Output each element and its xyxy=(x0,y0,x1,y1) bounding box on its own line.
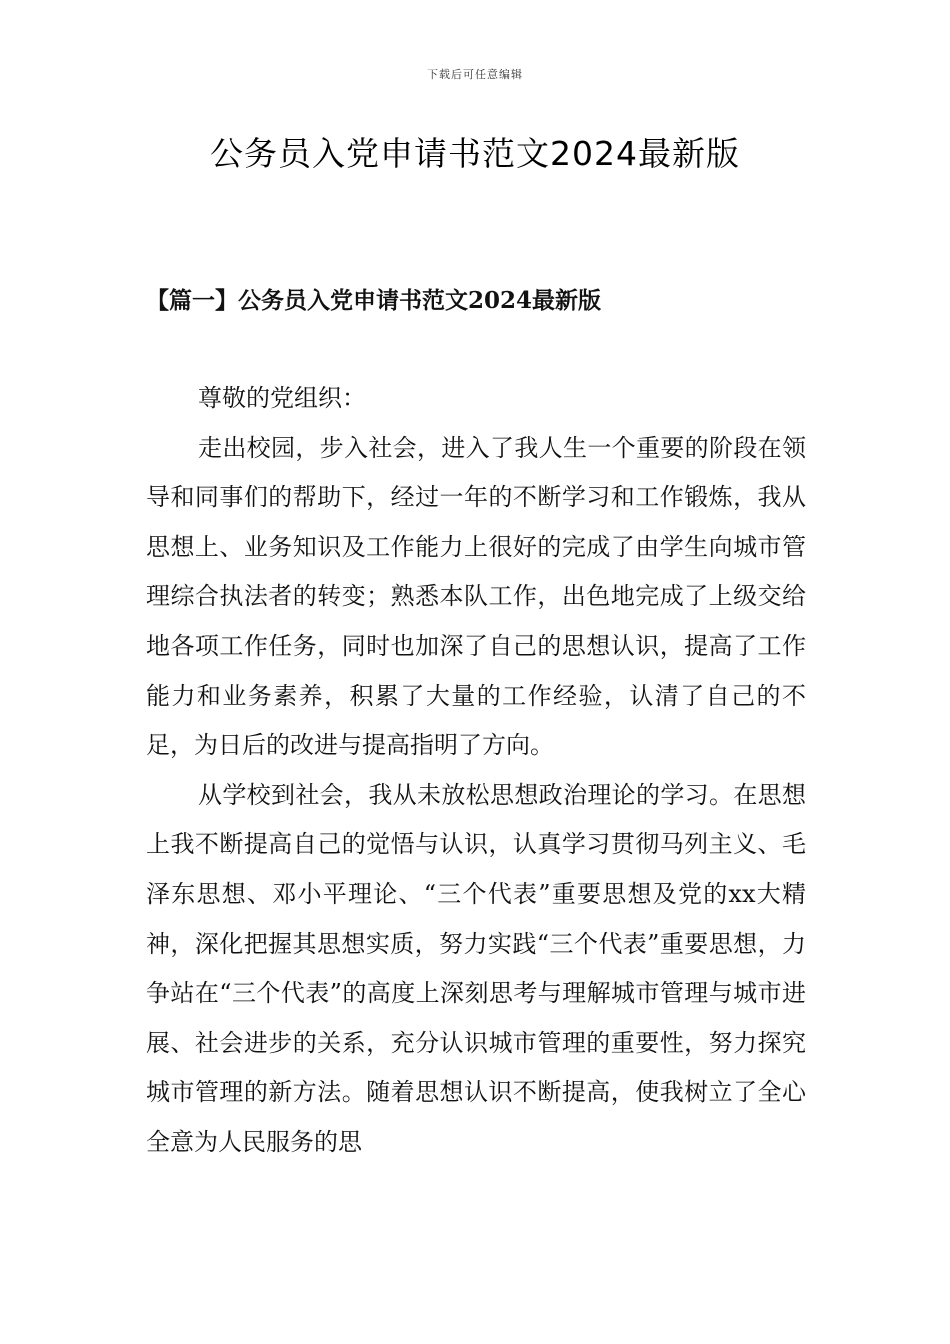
greeting: 尊敬的党组织： xyxy=(198,384,366,412)
paragraph: 从学校到社会，我从未放松思想政治理论的学习。在思想上我不断提高自己的觉悟与认识，认真学习贯彻马列主义、毛泽东思想、邓小平理论、“三个代表”重要思想及党的xx大精神，深化把握其思想实质，努力实践“三个代表”重要思想，力争站在“三个代表”的高度上深刻思考与理解城市管理与城市进展、社会进步的关系，充分认识城市管理的重要性，努力探究城市管理的新方法。随着思想认识不断提高，使我树立了全心全意为人民服务的思 xyxy=(146,780,806,1156)
document-body xyxy=(146,374,806,1168)
header-note: 下载后可任意编辑 xyxy=(427,68,523,81)
document-title: 公务员入党申请书范文2024最新版 xyxy=(210,134,740,173)
section-heading: 【篇一】公务员入党申请书范文2024最新版 xyxy=(146,287,602,314)
paragraph: 走出校园，步入社会，进入了我人生一个重要的阶段在领导和同事们的帮助下，经过一年的不断学习和工作锻炼，我从思想上、业务知识及工作能力上很好的完成了由学生向城市管理综合执法者的转变；熟悉本队工作，出色地完成了上级交给地各项工作任务，同时也加深了自己的思想认识，提高了工作能力和业务素养，积累了大量的工作经验，认清了自己的不足，为日后的改进与提高指明了方向。 xyxy=(146,433,806,760)
